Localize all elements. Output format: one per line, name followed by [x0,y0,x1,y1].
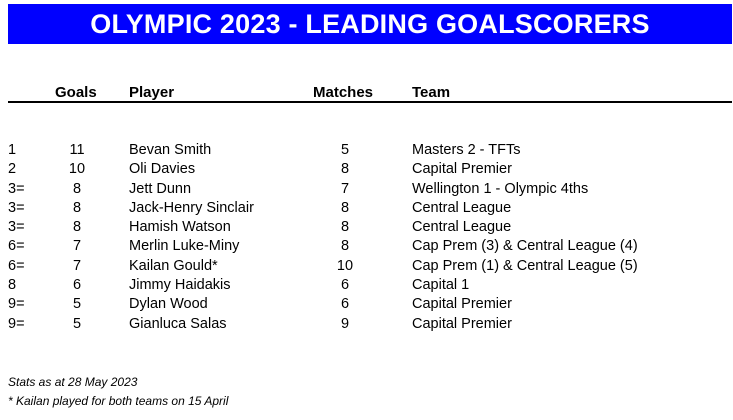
goals-cell: 8 [72,219,82,236]
goals-cell: 8 [72,199,82,216]
matches-cell: 7 [340,180,350,197]
team-cell: Capital 1 [412,277,470,294]
player-cell: Hamish Watson [129,219,231,236]
matches-cell: 8 [340,199,350,216]
goals-cell: 5 [72,296,82,313]
team-cell: Cap Prem (3) & Central League (4) [412,238,638,255]
column-header-goals: Goals [55,84,97,101]
team-cell: Capital Premier [412,296,512,313]
rank-cell: 2 [8,161,17,178]
matches-cell: 10 [336,257,354,274]
table-row [0,180,733,199]
table-row [0,218,733,237]
rank-cell: 1 [8,142,17,158]
rank-cell: 6= [8,257,25,274]
goals-cell: 7 [72,238,82,255]
matches-cell: 8 [340,219,350,236]
goals-cell: 7 [72,257,82,274]
table-row [0,295,733,314]
team-cell: Central League [412,199,512,216]
table-row [0,199,733,218]
rank-cell: 8 [8,277,17,294]
player-cell: Jett Dunn [129,180,192,197]
team-cell: Capital Premier [412,161,512,178]
rank-cell: 3= [8,180,25,197]
player-cell: Jimmy Haidakis [129,277,231,294]
player-cell: Kailan Gould* [129,257,218,274]
player-cell: Bevan Smith [129,142,212,158]
table-row [0,315,733,334]
table-row [0,160,733,179]
player-cell: Jack-Henry Sinclair [129,199,254,216]
player-cell: Dylan Wood [129,296,208,313]
rank-cell: 6= [8,238,25,255]
goals-cell: 5 [72,315,82,332]
header-divider [8,101,732,103]
scorers-table [0,141,733,334]
goals-cell: 8 [72,180,82,197]
matches-cell: 9 [340,315,350,332]
team-cell: Wellington 1 - Olympic 4ths [412,180,589,197]
matches-cell: 5 [340,142,350,158]
rank-cell: 9= [8,296,25,313]
goals-cell: 6 [72,277,82,294]
matches-cell: 6 [340,277,350,294]
matches-cell: 8 [340,238,350,255]
column-header-team: Team [412,84,451,101]
footnote: * Kailan played for both teams on 15 April [8,394,229,408]
table-row [0,237,733,256]
goals-cell: 11 [69,142,85,158]
rank-cell: 3= [8,219,25,236]
column-header-player: Player [129,84,175,101]
page-title: OLYMPIC 2023 - LEADING GOALSCORERS [8,4,732,44]
column-header-matches: Matches [313,84,374,101]
team-cell: Cap Prem (1) & Central League (5) [412,257,638,274]
table-row [0,141,733,160]
stats-date-note: Stats as at 28 May 2023 [8,375,138,389]
table-row [0,276,733,295]
team-cell: Capital Premier [412,315,512,332]
matches-cell: 6 [340,296,350,313]
player-cell: Oli Davies [129,161,196,178]
matches-cell: 8 [340,161,350,178]
goals-cell: 10 [68,161,86,178]
team-cell: Central League [412,219,512,236]
team-cell: Masters 2 - TFTs [412,142,521,158]
player-cell: Gianluca Salas [129,315,227,332]
player-cell: Merlin Luke-Miny [129,238,240,255]
rank-cell: 3= [8,199,25,216]
table-row [0,257,733,276]
rank-cell: 9= [8,315,25,332]
